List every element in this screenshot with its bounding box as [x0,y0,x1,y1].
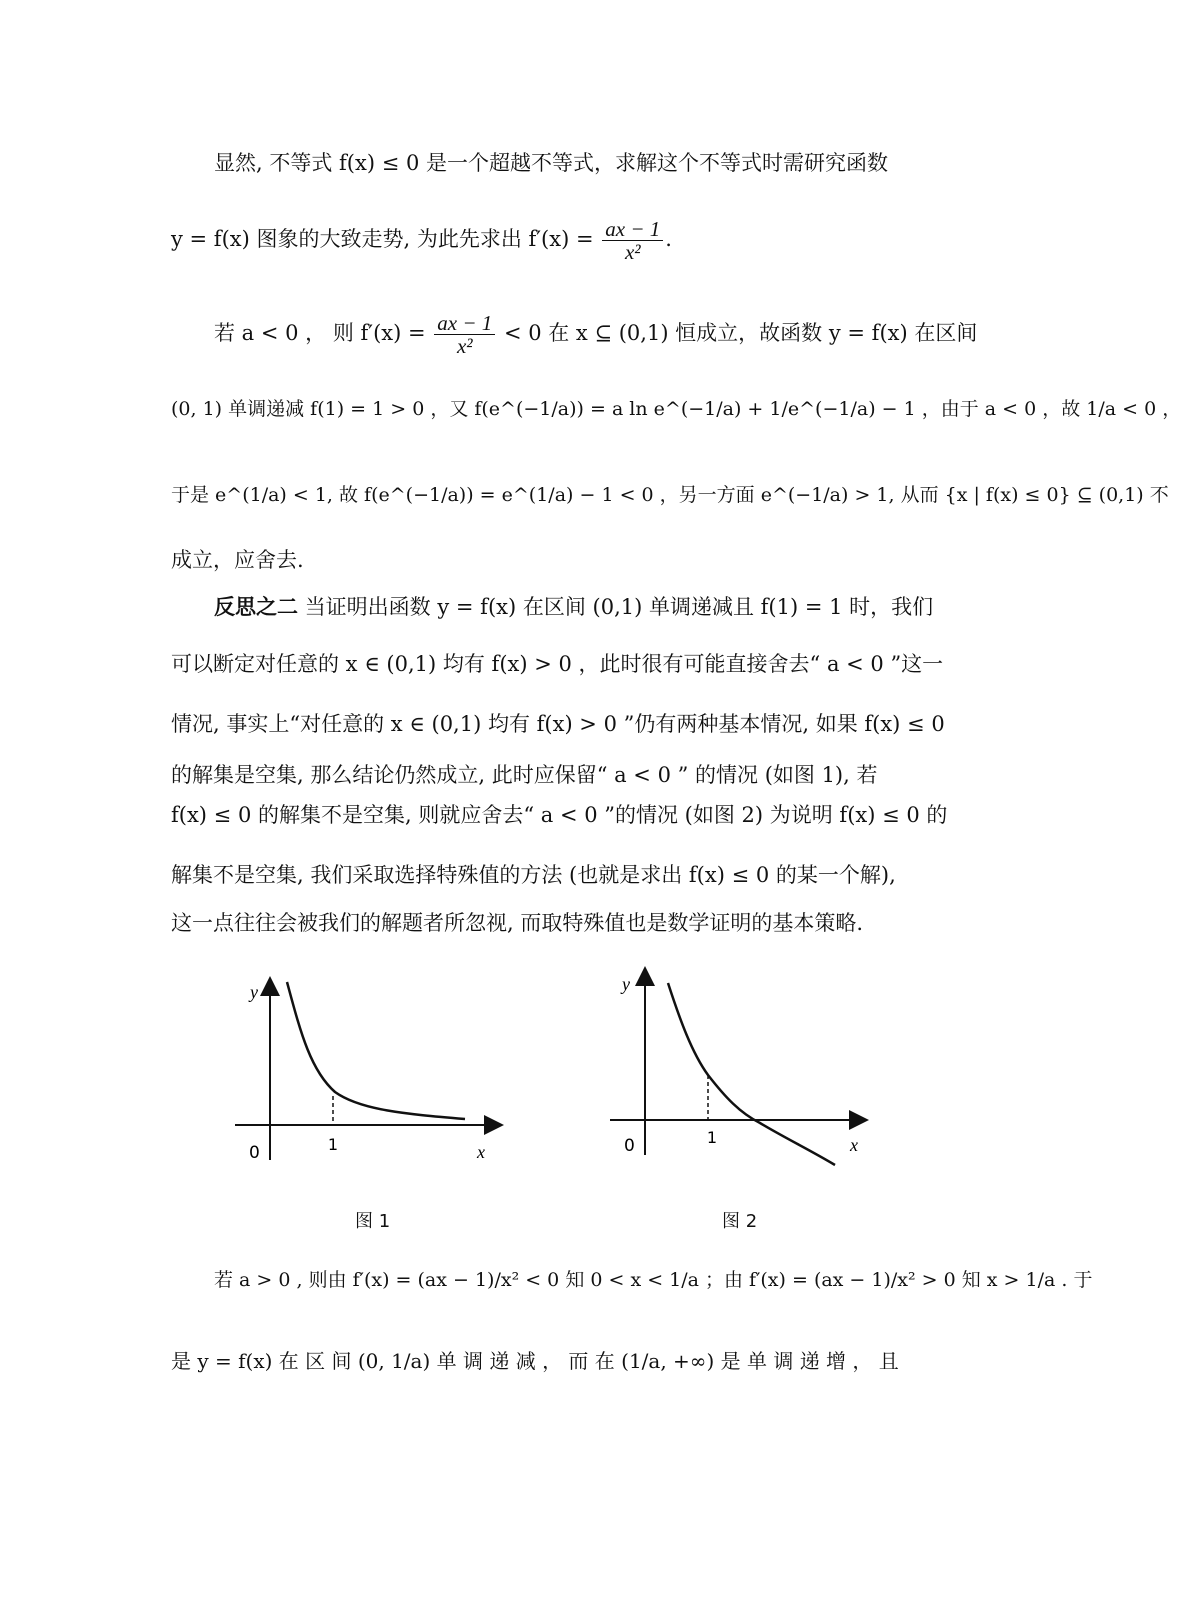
paragraph-line-3 [214,311,978,358]
paragraph-line-8: 可以断定对任意的 x ∈ (0,1) 均有 f(x) > 0 ，此时很有可能直接舍去“ a < 0 ”这一 [171,652,944,676]
fig1-origin-label: 0 [249,1143,260,1163]
derivative-fraction-2 [434,312,495,357]
line3-text-b: < 0 在 x ⊆ (0,1) 恒成立，故函数 y = f(x) 在区间 [503,321,978,345]
paragraph-line-2: y = f(x) 图象的大致走势, 为此先求出 f′(x) = $\frac{ax - 1}{\text{x²}}$ . [171,217,672,264]
paragraph-line-4: (0, 1) 单调递减 f(1) = 1 > 0 ，又 f(e^(−1/a)) = a ln e^(−1/a) + 1/e^(−1/a) − 1 ，由于 a < 0 ，故 1/a < 0 ， [171,398,1181,420]
figure-1-caption: 图 1 [355,1211,391,1232]
paragraph-line-15: 是 y = f(x) 在 区 间 (0, 1/a) 单 调 递 减 ， 而 在 (1/a, +∞) 是 单 调 递 增 ， 且 [171,1349,899,1373]
paragraph-line-6: 成立，应舍去. [171,548,304,572]
fig1-tick-label: 1 [327,1135,339,1154]
paragraph-line-13: 这一点往往会被我们的解题者所忽视, 而取特殊值也是数学证明的基本策略. [171,911,864,935]
paragraph-line-10: 的解集是空集, 那么结论仍然成立, 此时应保留“ a < 0 ” 的情况 (如图 1), 若 [171,763,878,787]
fig1-x-label: x [477,1142,485,1162]
paragraph-line-9: 情况, 事实上“对任意的 x ∈ (0,1) 均有 f(x) > 0 ”仍有两种基本情况, 如果 f(x) ≤ 0 [171,712,945,736]
paragraph-line-7 [214,592,943,622]
fig2-curve [668,983,835,1165]
derivative-fraction [602,218,663,263]
figure-1-graph [225,970,515,1170]
fraction-numerator: ax − 1 [602,218,663,241]
fraction-denominator: x² [624,240,641,264]
fig2-y-label: y [622,974,630,994]
fig2-x-label: x [850,1135,858,1155]
fraction-denominator-2: x² [456,334,473,358]
paragraph-line-14: 若 a > 0 , 则由 f′(x) = (ax − 1)/x² < 0 知 0 < x < 1/a ；由 f′(x) = (ax − 1)/x² > 0 知 x > 1/a . 于 [214,1269,1093,1291]
line7-text: 当证明出函数 y = f(x) 在区间 (0,1) 单调递减且 f(1) = 1 时，我们 [304,595,934,619]
fig1-y-label: y [250,982,258,1002]
paragraph-line-5: 于是 e^(1/a) < 1, 故 f(e^(−1/a)) = e^(1/a) − 1 < 0 ，另一方面 e^(−1/a) > 1, 从而 {x | f(x) ≤ 0} ⊆ (0,1) 不 [171,484,1169,506]
line2-text: y = f(x) 图象的大致走势, 为此先求出 f′(x) = [171,227,594,251]
reflection-heading: 反思之二 [214,594,298,619]
fraction-numerator-2: ax − 1 [434,312,495,335]
figure-2-caption: 图 2 [722,1211,758,1232]
paragraph-line-1: 显然, 不等式 f(x) ≤ 0 是一个超越不等式，求解这个不等式时需研究函数 [214,151,889,175]
paragraph-line-11: f(x) ≤ 0 的解集不是空集, 则就应舍去“ a < 0 ”的情况 (如图 2) 为说明 f(x) ≤ 0 的 [171,803,948,827]
fig2-origin-label: 0 [624,1136,635,1156]
figure-2-graph [600,965,880,1175]
paragraph-line-12: 解集不是空集, 我们采取选择特殊值的方法 (也就是求出 f(x) ≤ 0 的某一个解), [171,863,896,887]
fig1-curve [287,982,465,1119]
fig2-tick-label: 1 [706,1128,718,1147]
line3-text-a: 若 a < 0 ， 则 f′(x) = [214,321,426,345]
